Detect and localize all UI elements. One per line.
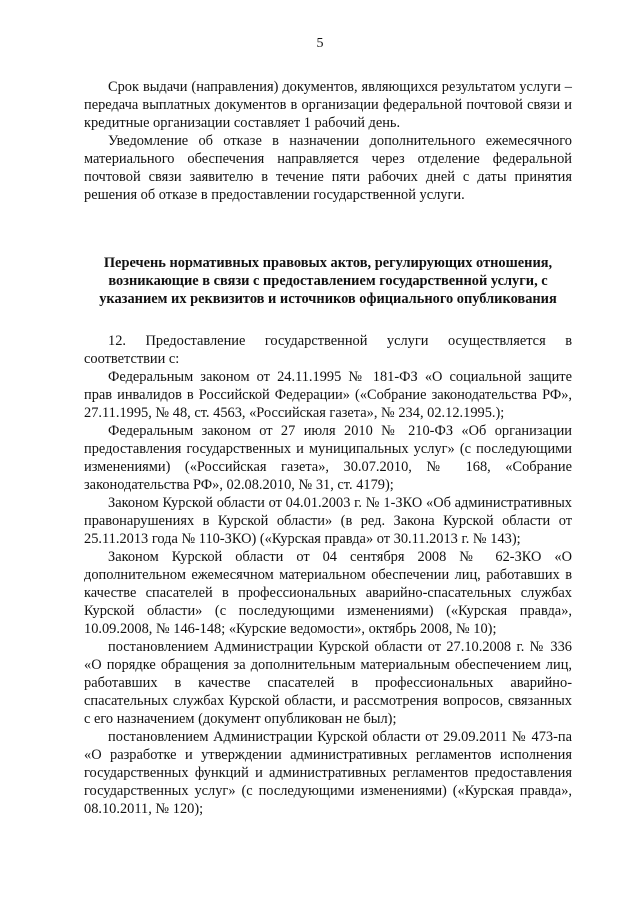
page-number: 5 [316, 36, 324, 51]
paragraph-intro: 12. Предоставление государственной услуги осуществляется в соответствии с: [84, 333, 572, 367]
paragraph-refusal-notice: Уведомление об отказе в назначении дополнительного ежемесячного материального обеспечения направляется через отделение федеральной почтовой связи заявителю в течение пяти рабочих дней с даты принятия решения об отказе в предоставлении государственной услуги. [84, 133, 572, 203]
act-item: постановлением Администрации Курской области от 27.10.2008 г. № 336 «О порядке обращения за дополнительным материальным обеспечением лиц, работавших в качестве спасателей в профессиональных аварийно-спасательных службах Курской области, и рассмотрения вопросов, связанных с его назначением (документ опубликован не был); [84, 639, 572, 727]
act-item: Федеральным законом от 27 июля 2010 № 210-ФЗ «Об организации предоставления государственных и муниципальных услуг» (с последующими изменениями) («Российская газета», 30.07.2010, № 168, «Собрание законодательства РФ», 02.08.2010, № 31, ст. 4179); [84, 423, 572, 493]
act-item: Федеральным законом от 24.11.1995 № 181-ФЗ «О социальной защите прав инвалидов в Российской Федерации» («Собрание законодательства РФ», 27.11.1995, № 48, ст. 4563, «Российская газета», № 234, 02.12.1995.); [84, 369, 572, 421]
spacer [84, 204, 572, 254]
paragraph-issuance-term: Срок выдачи (направления) документов, являющихся результатом услуги – передача выплатных документов в организации федеральной почтовой связи и кредитные организации составляет 1 рабочий день. [84, 79, 572, 131]
document-body [84, 78, 572, 818]
section-heading: Перечень нормативных правовых актов, регулирующих отношения, возникающие в связи с предоставлением государственной услуги, с указанием их реквизитов и источников официального опубликования [99, 255, 557, 307]
spacer [84, 308, 572, 332]
act-item: Законом Курской области от 04 сентября 2008 № 62-ЗКО «О дополнительном ежемесячном материальном обеспечении лиц, работавших в качестве спасателей в профессиональных аварийно-спасательных службах Курской области» (с последующими изменениями) («Курская правда», 10.09.2008, № 146-148; «Курские ведомости», октябрь 2008, № 10); [84, 549, 572, 637]
act-item: Законом Курской области от 04.01.2003 г. № 1-ЗКО «Об административных правонарушениях в Курской области» (в ред. Закона Курской области от 25.11.2013 года № 110-ЗКО) («Курская правда» от 30.11.2013 г. № 143); [84, 495, 572, 547]
act-item: постановлением Администрации Курской области от 29.09.2011 № 473-па «О разработке и утверждении административных регламентов исполнения государственных функций и административных регламентов предоставления государственных услуг» (с последующими изменениями) («Курская правда», 08.10.2011, № 120); [84, 729, 572, 817]
